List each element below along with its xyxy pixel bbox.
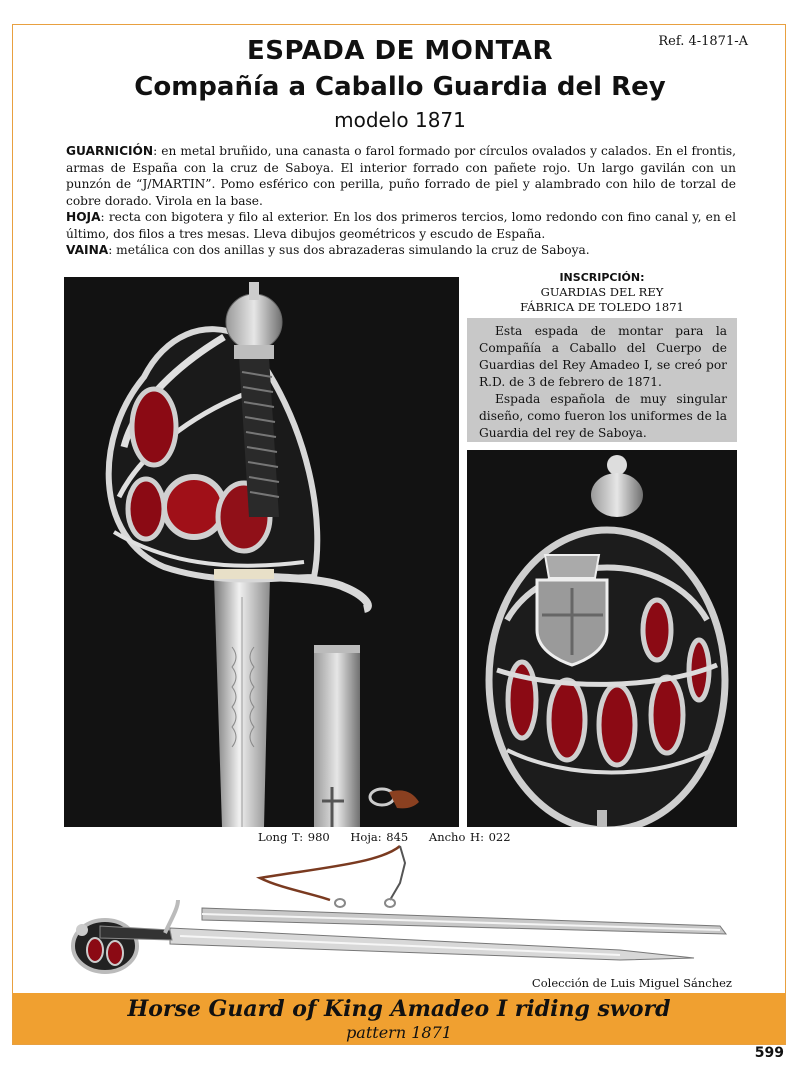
history-paragraph-2: Espada española de muy singular diseño, como fueron los uniformes de la Guardia del rey de Saboya. (479, 392, 727, 440)
page-title: ESPADA DE MONTAR (246, 36, 554, 66)
history-paragraph-1: Esta espada de montar para la Compañía a Caballo del Cuerpo de Guardias del Rey Amadeo I, se creó por R.D. de 3 de febrero de 1871. (479, 324, 727, 389)
guarnicion-label: GUARNICIÓN (66, 144, 154, 158)
vaina-text: : metálica con dos anillas y sus dos abrazaderas simulando la cruz de Saboya. (108, 243, 590, 257)
history-box (467, 318, 737, 442)
guarnicion-text: : en metal bruñido, una canasta o farol formado por círculos ovalados y calados. En el frontis, armas de España con la cruz de Saboya. El interior forrado con pañete rojo. Un largo gavilán con un punzón de “J/MARTIN”. Pomo esférico con perilla, puño forrado de piel y alambrado con hilo de torzal de cobre dorado. Virola en la base. (66, 144, 736, 208)
collection-credit: Colección de Luis Miguel Sánchez (531, 976, 732, 990)
english-title: Horse Guard of King Amadeo I riding sword (127, 996, 671, 1022)
inscription-line-2: FÁBRICA DE TOLEDO 1871 (520, 300, 684, 314)
hoja-text: : recta con bigotera y filo al exterior. En los dos primeros tercios, lomo redondo con fino canal y, en el último, dos filos a tres mesas. Lleva dibujos geométricos y escudo de España. (66, 210, 736, 241)
vaina-label: VAINA (66, 243, 109, 257)
reference-number: Ref. 4-1871-A (658, 34, 748, 49)
english-pattern: pattern 1871 (346, 1023, 452, 1042)
blade-width: Ancho H: 022 (428, 830, 511, 844)
basket-front-photo (467, 450, 737, 827)
inscription-block (467, 270, 737, 315)
model-label: modelo 1871 (334, 108, 466, 132)
full-sword-photo (60, 838, 740, 978)
sword-hilt-photo (64, 277, 459, 827)
description-block (66, 143, 736, 259)
page-number: 599 (754, 1045, 784, 1061)
inscription-heading: INSCRIPCIÓN: (559, 271, 645, 284)
length-total: Long T: 980 (258, 830, 330, 844)
hoja-label: HOJA (66, 210, 101, 224)
blade-length: Hoja: 845 (350, 830, 409, 844)
page-subtitle: Compañía a Caballo Guardia del Rey (134, 72, 666, 102)
inscription-line-1: GUARDIAS DEL REY (540, 285, 664, 299)
english-title-band (13, 993, 785, 1044)
